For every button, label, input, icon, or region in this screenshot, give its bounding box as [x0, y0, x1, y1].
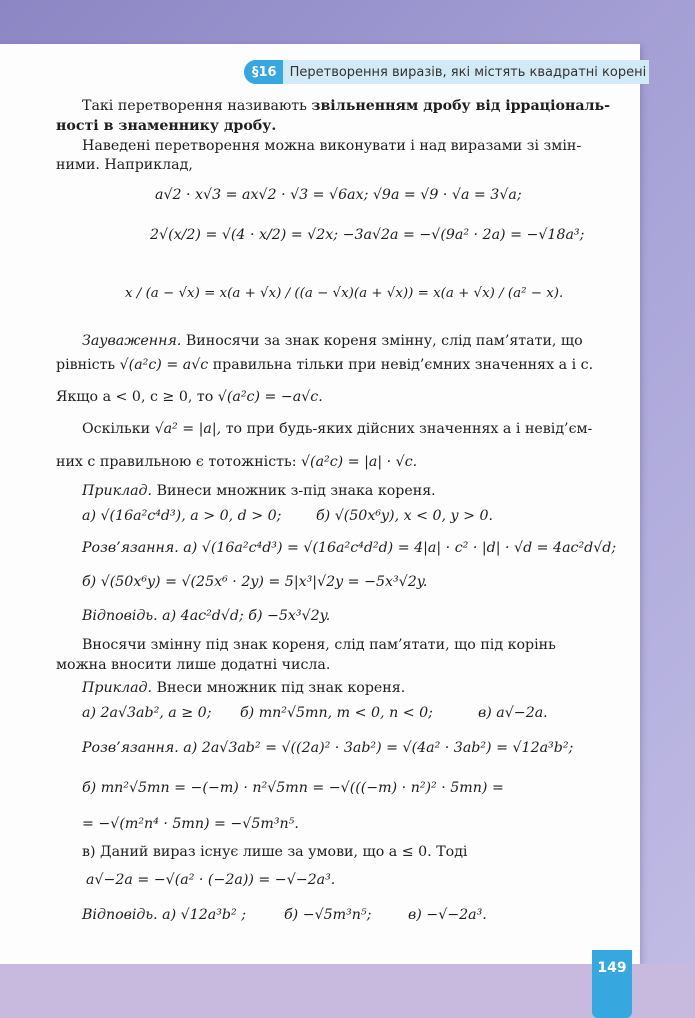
since-line2: [56, 453, 417, 471]
example-task: Винеси множник з-під знака кореня.: [152, 483, 436, 499]
example2-answer-c: в) −√−2a³.: [408, 907, 487, 923]
page-number: 149: [592, 950, 632, 1018]
para1-line2: ності в знаменнику дробу.: [56, 118, 277, 134]
example2-c: в) a√−2a.: [478, 705, 548, 721]
formula-1: a√2 · x√3 = ax√2 · √3 = √6ax; √9a = √9 · √a = 3√a;: [155, 187, 522, 203]
solution-label: Розв’язання.: [82, 540, 179, 556]
remark-text: Якщо a < 0, c ≥ 0, то: [56, 389, 218, 405]
example1-b: б) √(50x⁶y), x < 0, y > 0.: [316, 508, 494, 524]
formula-2: 2√(x/2) = √(4 · x/2) = √2x; −3a√2a = −√(9a² · 2a) = −√18a³;: [150, 227, 585, 243]
para1-term-a: звільненням дробу від ірраціональ-: [311, 98, 611, 114]
example2-solution-a: [82, 739, 573, 757]
answer-formula: а) 4ac²d√d; б) −5x³√2y.: [157, 608, 331, 624]
example2-solution-b1: б) mn²√5mn = −(−m) · n²√5mn = −√(((−m) · n²)² · 5mn) =: [82, 780, 504, 796]
remark-line3: [56, 388, 323, 406]
example1-a: а) √(16a²c⁴d³), a > 0, d > 0;: [82, 508, 282, 524]
answer-label: Відповідь.: [82, 608, 158, 624]
example2-solution-c1: в) Даний вираз існує лише за умови, що a ≤ 0. Тоді: [82, 844, 468, 860]
example2-solution-c2: a√−2a = −√(a² · (−2a)) = −√−2a³.: [86, 872, 336, 888]
remark-line2: [56, 356, 593, 374]
since-formula: √(a²c) = |a| · √c.: [301, 454, 418, 470]
para1-line1: [82, 97, 610, 115]
remark-formula: √(a²c) = −a√c.: [217, 389, 323, 405]
example-task: Внеси множник під знак кореня.: [152, 680, 406, 696]
example2-a: а) 2a√3ab², a ≥ 0;: [82, 705, 212, 721]
solution-formula: а) 2a√3ab² = √((2a)² · 3ab²) = √(4a² · 3ab²) = √12a³b²;: [178, 740, 574, 756]
para2-line2: ними. Наприклад,: [56, 157, 193, 173]
para3-line1: Вносячи змінну під знак кореня, слід пам’ятати, що під корінь: [82, 637, 556, 653]
remark-label: Зауваження.: [82, 333, 182, 349]
solution-label: Розв’язання.: [82, 740, 179, 756]
remark-text: рівність: [56, 357, 120, 373]
example2-b: б) mn²√5mn, m < 0, n < 0;: [240, 705, 433, 721]
section-number: §16: [244, 60, 283, 84]
example2-answer-b: б) −√5m³n⁵;: [284, 907, 372, 923]
since-line1: [82, 420, 592, 438]
answer-label: Відповідь.: [82, 907, 158, 923]
formula-3: x / (a − √x) = x(a + √x) / ((a − √x)(a + √x)) = x(a + √x) / (a² − x).: [125, 286, 564, 301]
remark-text: Виносячи за знак кореня змінну, слід пам’ятати, що: [181, 333, 583, 349]
para3-line2: можна вносити лише додатні числа.: [56, 657, 331, 673]
remark-formula: √(a²c) = a√c: [119, 357, 209, 373]
example1-title: [82, 482, 436, 500]
example1-solution-b: б) √(50x⁶y) = √(25x⁶ · 2y) = 5|x³|√2y = −5x³√2y.: [82, 574, 428, 590]
section-title: Перетворення виразів, які містять квадратні корені: [289, 64, 647, 80]
example2-answer: [82, 906, 246, 924]
answer-formula: а) √12a³b² ;: [157, 907, 246, 923]
since-text: Оскільки: [82, 421, 155, 437]
example-label: Приклад.: [82, 483, 153, 499]
since-formula: √a² = |a|,: [154, 421, 222, 437]
para2-line1: Наведені перетворення можна виконувати і над виразами зі змін-: [82, 138, 582, 154]
example1-solution-a: [82, 539, 616, 557]
example2-solution-b2: = −√(m²n⁴ · 5mn) = −√5m³n⁵.: [82, 816, 299, 832]
example-label: Приклад.: [82, 680, 153, 696]
para1-text: Такі перетворення називають: [82, 98, 312, 114]
solution-formula: а) √(16a²c⁴d³) = √(16a²c⁴d²d) = 4|a| · c² · |d| · √d = 4ac²d√d;: [178, 540, 617, 556]
example2-title: [82, 679, 405, 697]
example1-answer: [82, 607, 330, 625]
since-text: то при будь-яких дійсних значеннях a і невід’єм-: [221, 421, 593, 437]
remark-line1: [82, 332, 583, 350]
remark-text: правильна тільки при невід’ємних значеннях a і c.: [208, 357, 594, 373]
since-text: них c правильною є тотожність:: [56, 454, 302, 470]
